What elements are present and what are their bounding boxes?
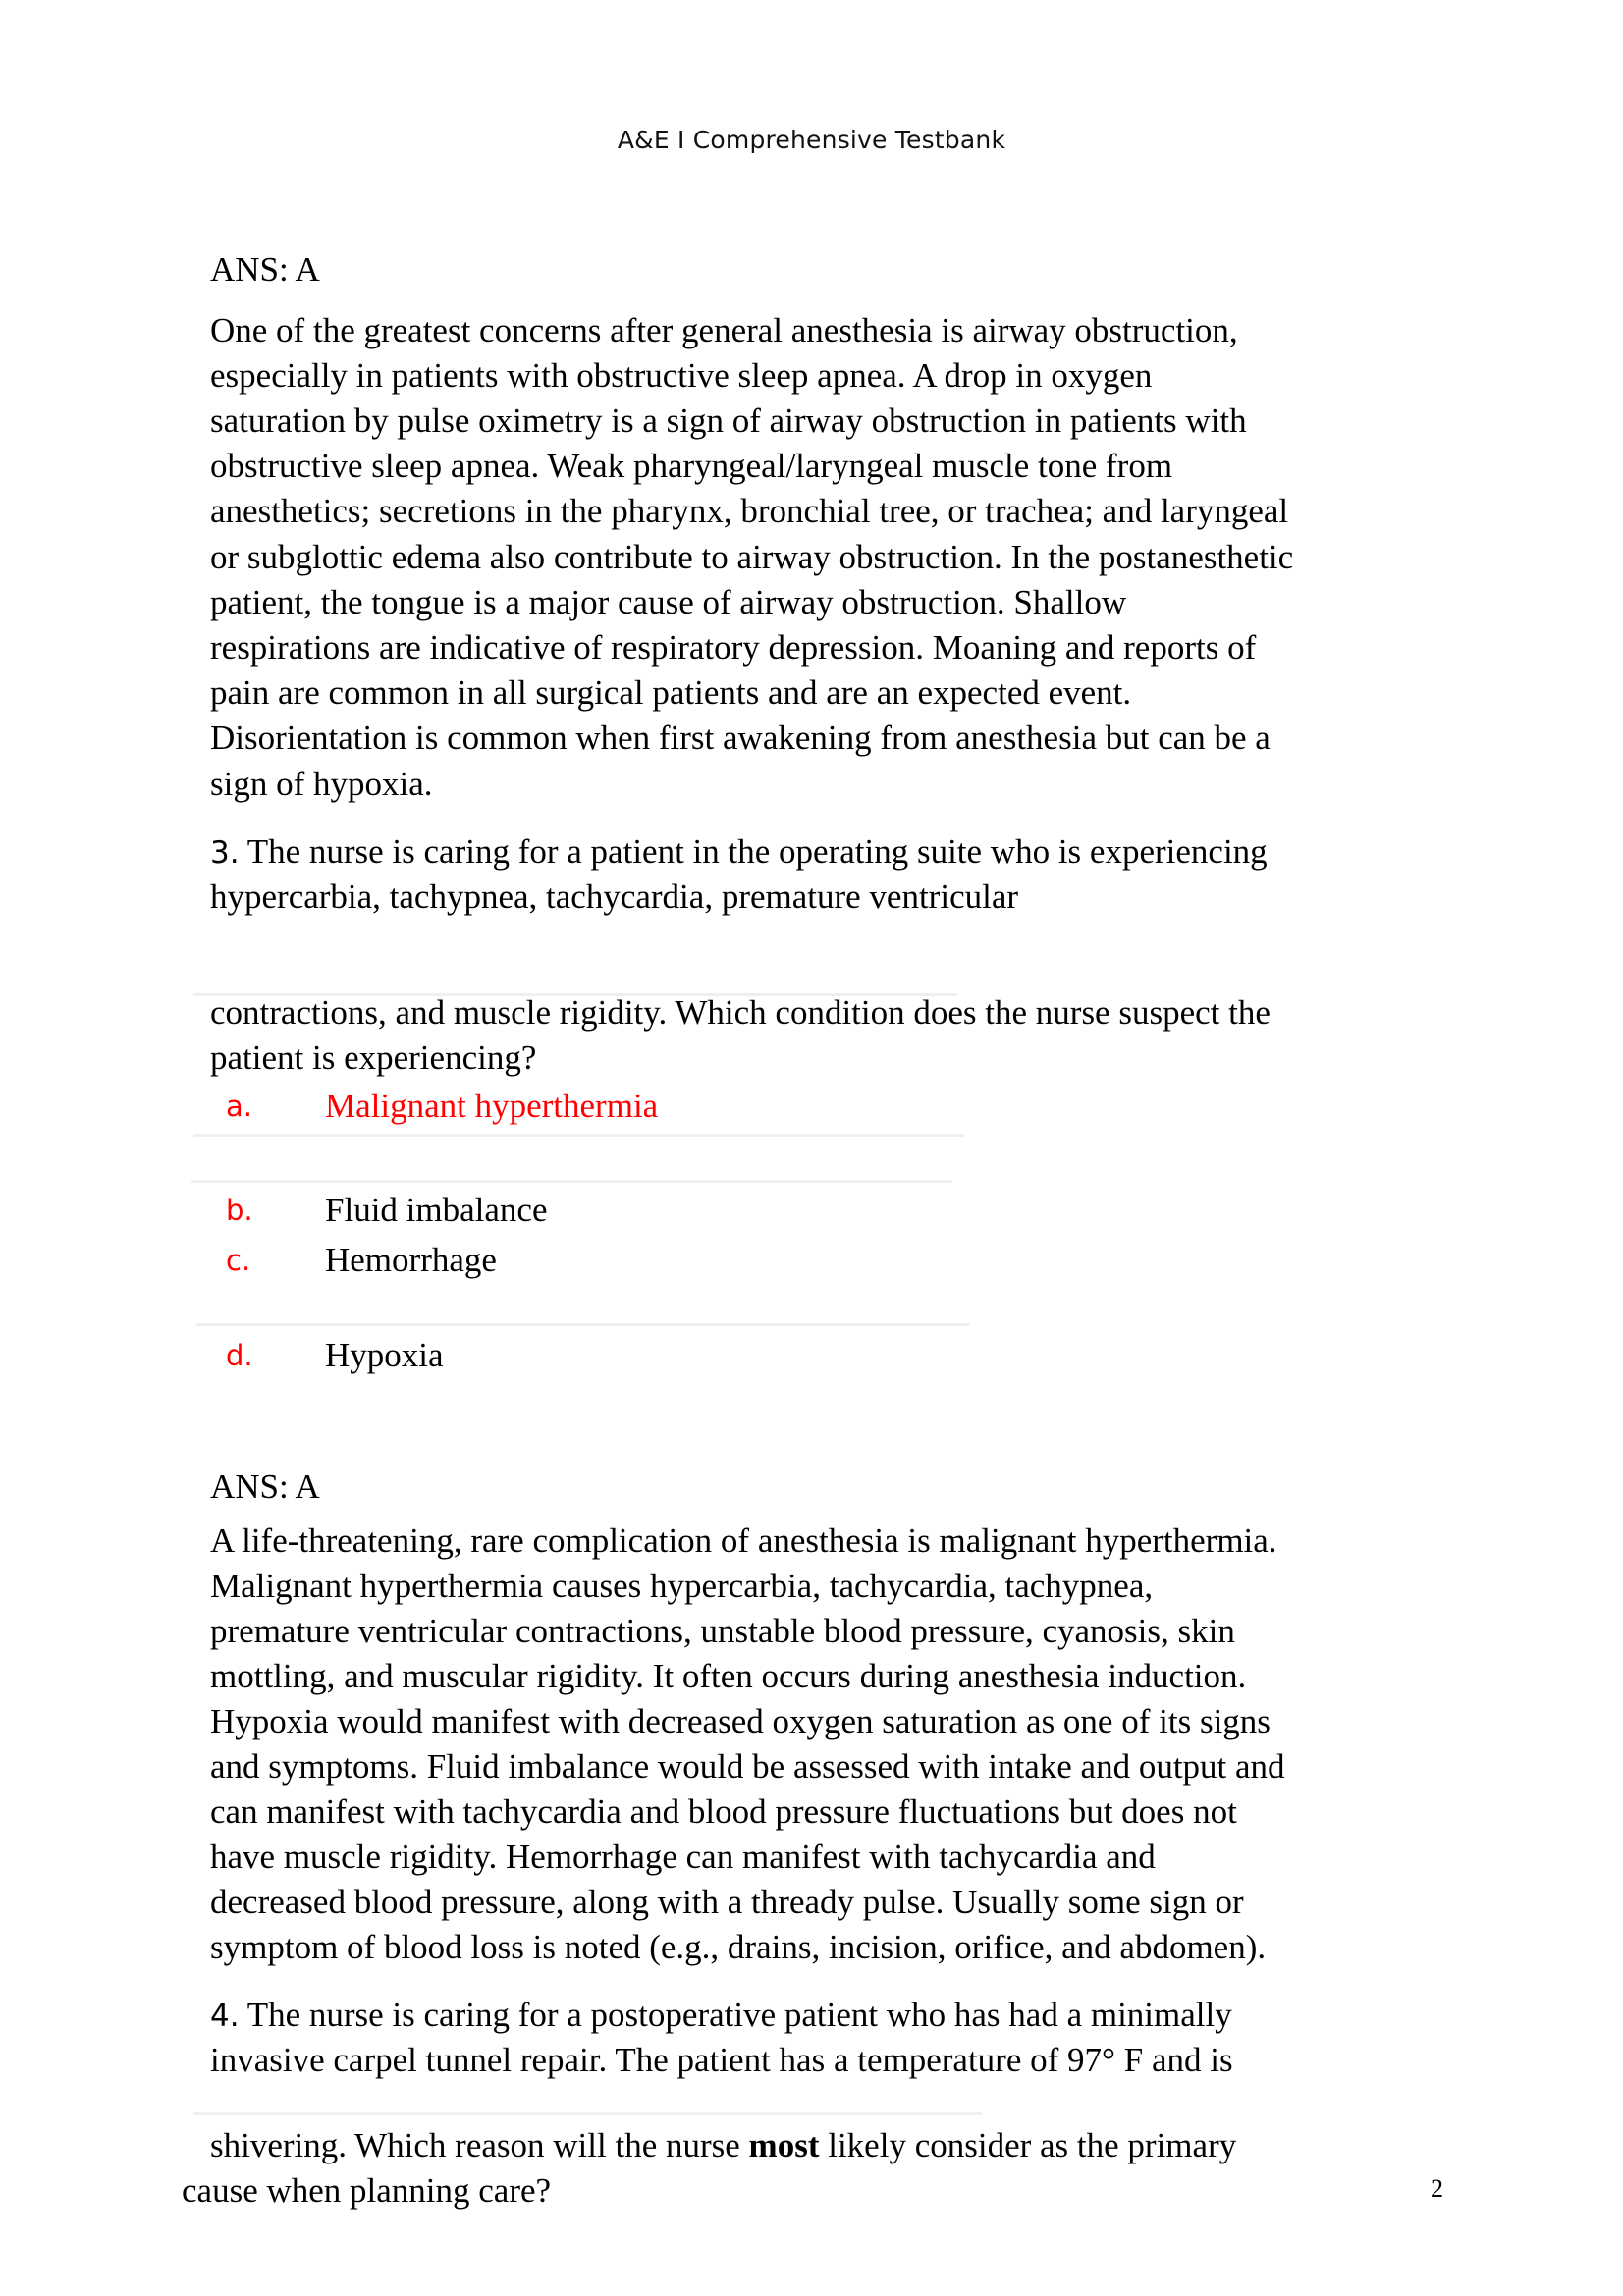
option-label-b: b. — [226, 1194, 253, 1227]
question-stem-line: shivering. Which reason will the nurse most likely consider as the primary — [210, 2126, 1237, 2164]
rationale-line: Disorientation is common when first awakening from anesthesia but can be a — [210, 719, 1271, 757]
rationale-line: mottling, and muscular rigidity. It often occurs during anesthesia induction. — [210, 1657, 1247, 1695]
rationale-line: especially in patients with obstructive sleep apnea. A drop in oxygen — [210, 356, 1153, 395]
rationale-line: respirations are indicative of respiratory depression. Moaning and reports of — [210, 628, 1257, 667]
rationale-line: A life-threatening, rare complication of anesthesia is malignant hyperthermia. — [210, 1522, 1277, 1560]
rationale-line: symptom of blood loss is noted (e.g., drains, incision, orifice, and abdomen). — [210, 1928, 1267, 1966]
divider — [193, 1134, 964, 1137]
answer-key: ANS: A — [210, 250, 320, 289]
option-a-correct: Malignant hyperthermia — [325, 1087, 659, 1125]
question-stem-line: invasive carpel tunnel repair. The patient has a temperature of 97° F and is — [210, 2041, 1233, 2079]
option-label-c: c. — [226, 1244, 251, 1277]
rationale-line: pain are common in all surgical patients and are an expected event. — [210, 673, 1132, 712]
question-stem-line: hypercarbia, tachypnea, tachycardia, premature ventricular — [210, 878, 1019, 916]
question-number: 3. — [210, 835, 240, 871]
page-header: A&E I Comprehensive Testbank — [617, 126, 1006, 154]
option-b: Fluid imbalance — [325, 1191, 548, 1229]
rationale-line: and symptoms. Fluid imbalance would be assessed with intake and output and — [210, 1747, 1285, 1786]
option-label-a: a. — [226, 1090, 252, 1123]
question-stem-line: 3. The nurse is caring for a patient in the operating suite who is experiencing — [210, 832, 1268, 871]
rationale-line: sign of hypoxia. — [210, 765, 433, 803]
rationale-line: or subglottic edema also contribute to airway obstruction. In the postanesthetic — [210, 538, 1294, 576]
emphasis-most: most — [748, 2126, 820, 2164]
rationale-line: obstructive sleep apnea. Weak pharyngeal/laryngeal muscle tone from — [210, 447, 1173, 485]
question-stem-line: cause when planning care? — [182, 2171, 552, 2210]
rationale-line: patient, the tongue is a major cause of airway obstruction. Shallow — [210, 583, 1127, 621]
divider — [193, 2112, 982, 2115]
question-stem-line: 4. The nurse is caring for a postoperative patient who has had a minimally — [210, 1996, 1232, 2034]
rationale-line: One of the greatest concerns after general anesthesia is airway obstruction, — [210, 311, 1238, 349]
rationale-line: can manifest with tachycardia and blood pressure fluctuations but does not — [210, 1792, 1237, 1831]
answer-key: ANS: A — [210, 1468, 320, 1506]
question-stem-line: patient is experiencing? — [210, 1039, 537, 1077]
option-d: Hypoxia — [325, 1336, 444, 1374]
question-stem-line: contractions, and muscle rigidity. Which condition does the nurse suspect the — [210, 993, 1271, 1032]
rationale-line: Malignant hyperthermia causes hypercarbia, tachycardia, tachypnea, — [210, 1567, 1154, 1605]
rationale-line: decreased blood pressure, along with a thready pulse. Usually some sign or — [210, 1883, 1244, 1921]
rationale-line: have muscle rigidity. Hemorrhage can manifest with tachycardia and — [210, 1838, 1156, 1876]
divider — [196, 1323, 970, 1326]
question-number: 4. — [210, 1999, 240, 2034]
page-number: 2 — [1431, 2174, 1443, 2203]
divider — [191, 1180, 952, 1183]
option-label-d: d. — [226, 1339, 253, 1372]
rationale-line: Hypoxia would manifest with decreased oxygen saturation as one of its signs — [210, 1702, 1271, 1740]
rationale-line: saturation by pulse oximetry is a sign of airway obstruction in patients with — [210, 401, 1247, 440]
rationale-line: premature ventricular contractions, unstable blood pressure, cyanosis, skin — [210, 1612, 1235, 1650]
rationale-line: anesthetics; secretions in the pharynx, bronchial tree, or trachea; and laryngeal — [210, 492, 1289, 530]
option-c: Hemorrhage — [325, 1241, 497, 1279]
